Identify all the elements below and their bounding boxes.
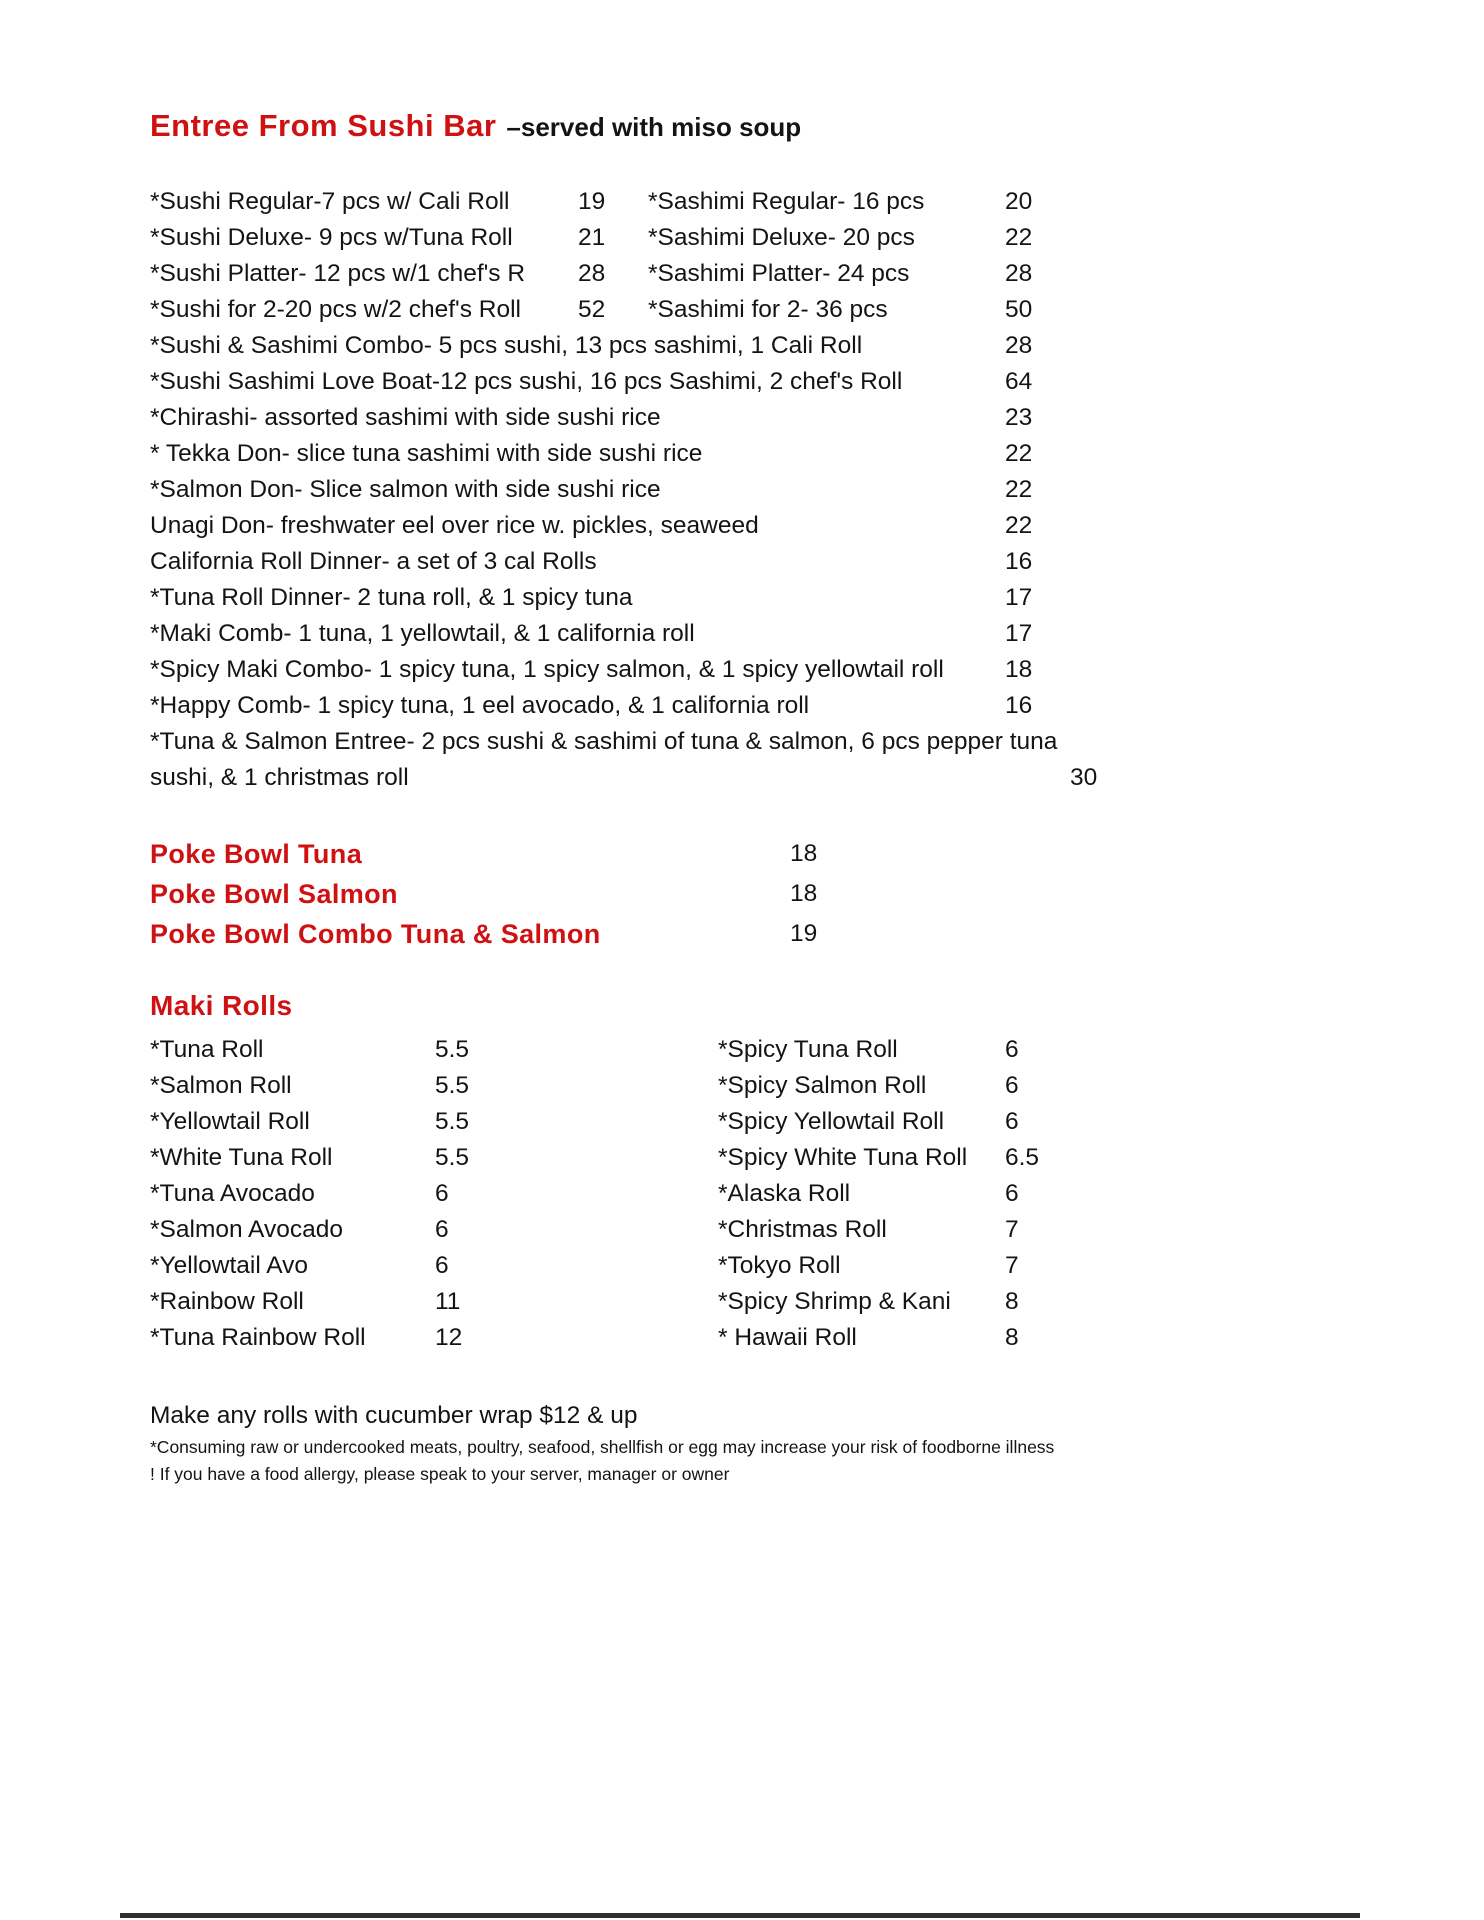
item-price: 6 <box>435 1180 449 1207</box>
maki-row <box>150 1104 1110 1140</box>
item-name: *Sushi Regular-7 pcs w/ Cali Roll <box>150 188 510 215</box>
item-price: 23 <box>1005 404 1033 431</box>
maki-row <box>150 1068 1110 1104</box>
entree-pair-row <box>150 292 1110 328</box>
item-name: *Spicy White Tuna Roll <box>718 1144 968 1171</box>
item-name: *Rainbow Roll <box>150 1288 304 1315</box>
item-name: *Christmas Roll <box>718 1216 887 1243</box>
item-name: Poke Bowl Combo Tuna & Salmon <box>150 919 601 949</box>
maki-row <box>150 1248 1110 1284</box>
item-name: *Salmon Don- Slice salmon with side sushi rice <box>150 476 661 503</box>
item-price: 28 <box>1005 332 1033 359</box>
item-name: Unagi Don- freshwater eel over rice w. pickles, seaweed <box>150 512 759 539</box>
cucumber-wrap-note: Make any rolls with cucumber wrap $12 & up <box>150 1402 638 1429</box>
item-price: 17 <box>1005 620 1033 647</box>
poke-bowl-section <box>150 834 1110 954</box>
item-name: *Sushi & Sashimi Combo- 5 pcs sushi, 13 pcs sashimi, 1 Cali Roll <box>150 332 863 359</box>
entree-row <box>150 544 1110 580</box>
item-name: *Spicy Salmon Roll <box>718 1072 927 1099</box>
item-price: 8 <box>1005 1324 1019 1351</box>
entree-section <box>150 184 1110 796</box>
item-price: 50 <box>1005 296 1033 323</box>
maki-row <box>150 1176 1110 1212</box>
maki-row <box>150 1320 1110 1356</box>
item-name: *Tuna Roll Dinner- 2 tuna roll, & 1 spicy tuna <box>150 584 633 611</box>
item-price: 20 <box>1005 188 1033 215</box>
item-price: 11 <box>435 1288 461 1315</box>
item-price: 6 <box>435 1252 449 1279</box>
poke-row <box>150 874 1110 914</box>
item-price: 5.5 <box>435 1144 470 1171</box>
item-price: 6 <box>1005 1072 1019 1099</box>
item-name: *Tuna Rainbow Roll <box>150 1324 366 1351</box>
item-name: *Alaska Roll <box>718 1180 851 1207</box>
item-price: 28 <box>1005 260 1033 287</box>
item-price: 6 <box>1005 1180 1019 1207</box>
item-price: 22 <box>1005 440 1033 467</box>
poke-row <box>150 834 1110 874</box>
entree-row <box>150 472 1110 508</box>
maki-row <box>150 1284 1110 1320</box>
item-price: 52 <box>578 296 606 323</box>
item-name: *Sushi for 2-20 pcs w/2 chef's Roll <box>150 296 521 323</box>
item-price: 21 <box>578 224 606 251</box>
maki-rolls-section <box>150 986 1110 1356</box>
item-name: *Spicy Maki Combo- 1 spicy tuna, 1 spicy salmon, & 1 spicy yellowtail roll <box>150 656 944 683</box>
item-price: 6 <box>1005 1108 1019 1135</box>
entree-row <box>150 652 1110 688</box>
item-name: *Sashimi Deluxe- 20 pcs <box>648 224 915 251</box>
entree-row <box>150 436 1110 472</box>
item-price: 18 <box>1005 656 1033 683</box>
item-price: 19 <box>578 188 606 215</box>
entree-pair-row <box>150 220 1110 256</box>
entree-row <box>150 616 1110 652</box>
entree-row <box>150 328 1110 364</box>
item-price: 22 <box>1005 224 1033 251</box>
item-price: 16 <box>1005 692 1033 719</box>
item-name: *Sashimi Platter- 24 pcs <box>648 260 910 287</box>
item-price: 22 <box>1005 476 1033 503</box>
item-price: 28 <box>578 260 606 287</box>
item-name: Poke Bowl Tuna <box>150 839 363 869</box>
maki-row <box>150 1032 1110 1068</box>
item-price: 5.5 <box>435 1036 470 1063</box>
item-price: 7 <box>1005 1216 1019 1243</box>
item-name: *Yellowtail Roll <box>150 1108 310 1135</box>
menu-content <box>150 108 1110 1488</box>
raw-food-disclaimer: *Consuming raw or undercooked meats, poultry, seafood, shellfish or egg may increase your risk of foodborne illness <box>150 1437 1055 1457</box>
item-name: * Hawaii Roll <box>718 1324 857 1351</box>
item-name: *Sashimi Regular- 16 pcs <box>648 188 925 215</box>
page-title: Entree From Sushi Bar <box>150 108 497 143</box>
item-price: 18 <box>790 880 818 907</box>
item-name: *Maki Comb- 1 tuna, 1 yellowtail, & 1 california roll <box>150 620 695 647</box>
item-name: *Salmon Roll <box>150 1072 292 1099</box>
item-price: 8 <box>1005 1288 1019 1315</box>
item-name: *Tokyo Roll <box>718 1252 841 1279</box>
item-name: *Chirashi- assorted sashimi with side sushi rice <box>150 404 661 431</box>
page-subtitle: –served with miso soup <box>506 112 802 142</box>
item-name: *Sushi Platter- 12 pcs w/1 chef's R <box>150 260 526 287</box>
entree-pair-row <box>150 256 1110 292</box>
item-name: *Happy Comb- 1 spicy tuna, 1 eel avocado, & 1 california roll <box>150 692 810 719</box>
item-name: *Tuna Roll <box>150 1036 264 1063</box>
item-price: 6 <box>435 1216 449 1243</box>
entree-pair-row <box>150 184 1110 220</box>
item-name: *Sashimi for 2- 36 pcs <box>648 296 888 323</box>
item-name: Poke Bowl Salmon <box>150 879 398 909</box>
item-name: *White Tuna Roll <box>150 1144 333 1171</box>
item-price: 6.5 <box>1005 1144 1040 1171</box>
item-price: 5.5 <box>435 1072 470 1099</box>
item-price: 22 <box>1005 512 1033 539</box>
maki-row <box>150 1212 1110 1248</box>
item-name: California Roll Dinner- a set of 3 cal Rolls <box>150 548 597 575</box>
item-price: 5.5 <box>435 1108 470 1135</box>
item-name: * Tekka Don- slice tuna sashimi with side sushi rice <box>150 440 703 467</box>
entree-row <box>150 580 1110 616</box>
item-price: 6 <box>1005 1036 1019 1063</box>
item-name: *Yellowtail Avo <box>150 1252 309 1279</box>
entree-row <box>150 508 1110 544</box>
item-name: *Sushi Deluxe- 9 pcs w/Tuna Roll <box>150 224 513 251</box>
entree-row <box>150 724 1110 796</box>
item-price: 16 <box>1005 548 1033 575</box>
item-name: *Sushi Sashimi Love Boat-12 pcs sushi, 16 pcs Sashimi, 2 chef's Roll <box>150 368 903 395</box>
section-heading-entree <box>150 108 1110 144</box>
section-heading-maki: Maki Rolls <box>150 990 293 1021</box>
entree-row <box>150 688 1110 724</box>
footer-section <box>150 1398 1110 1488</box>
entree-row <box>150 364 1110 400</box>
item-name: *Spicy Yellowtail Roll <box>718 1108 945 1135</box>
item-price: 64 <box>1005 368 1033 395</box>
allergy-disclaimer: ! If you have a food allergy, please speak to your server, manager or owner <box>150 1464 730 1484</box>
item-price: 7 <box>1005 1252 1019 1279</box>
item-name: *Salmon Avocado <box>150 1216 343 1243</box>
item-price: 30 <box>1070 764 1098 791</box>
item-name: *Tuna Avocado <box>150 1180 315 1207</box>
item-price: 19 <box>790 920 818 947</box>
item-price: 18 <box>790 840 818 867</box>
entree-row <box>150 400 1110 436</box>
item-price: 12 <box>435 1324 463 1351</box>
maki-row <box>150 1140 1110 1176</box>
page-bottom-edge <box>120 1913 1360 1918</box>
poke-row <box>150 914 1110 954</box>
item-name: *Spicy Shrimp & Kani <box>718 1288 951 1315</box>
item-name: *Spicy Tuna Roll <box>718 1036 898 1063</box>
item-name: *Tuna & Salmon Entree- 2 pcs sushi & sashimi of tuna & salmon, 6 pcs pepper tuna sushi, & 1 christmas roll <box>150 728 1058 791</box>
item-price: 17 <box>1005 584 1033 611</box>
